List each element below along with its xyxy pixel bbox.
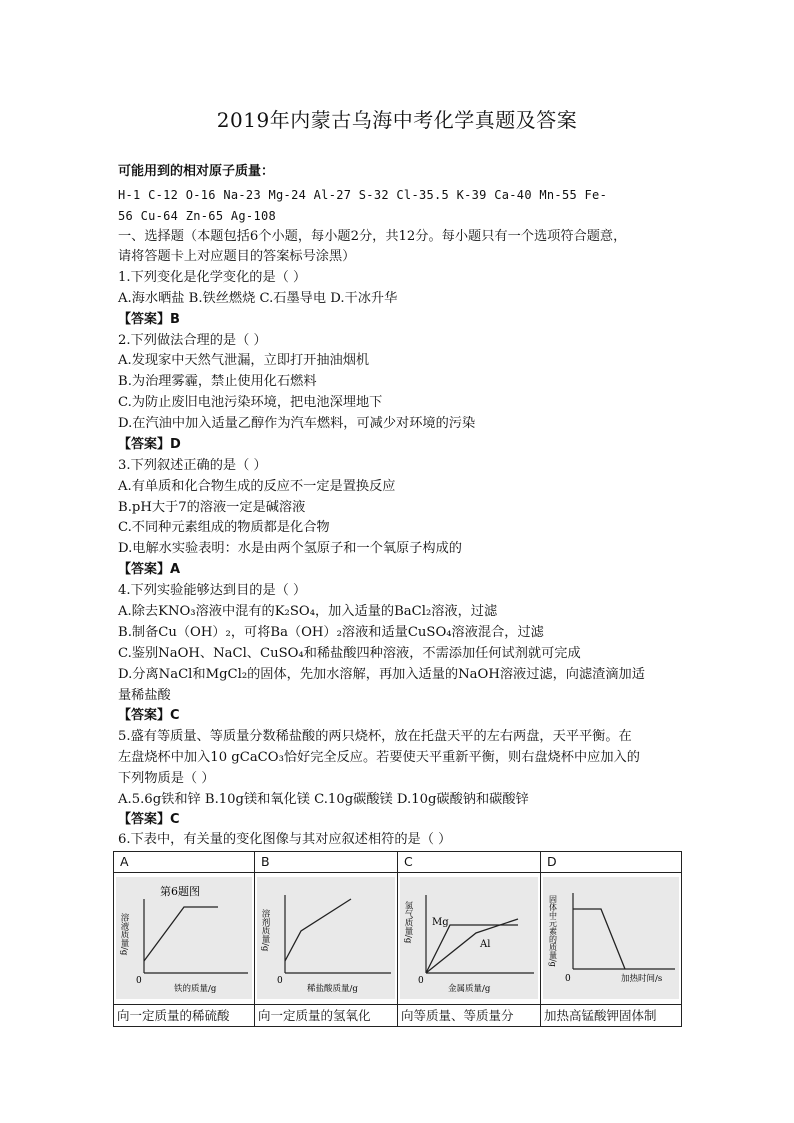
graph-d <box>541 873 681 1001</box>
atomic-mass-line: 56 Cu-64 Zn-65 Ag-108 <box>118 209 277 223</box>
graph-b-cell <box>255 873 398 1005</box>
question-option: 量稀盐酸 <box>118 688 171 703</box>
graph-b-origin: 0 <box>277 976 283 986</box>
answer-label: 【答案】C <box>118 708 180 723</box>
answer-label: 【答案】A <box>118 562 181 577</box>
question-option: C.不同种元素组成的物质都是化合物 <box>118 520 330 535</box>
question-options: A.5.6g铁和锌 B.10g镁和氧化镁 C.10g碳酸镁 D.10g碳酸钠和碳酸锌 <box>118 792 529 807</box>
question-option: D.电解水实验表明：水是由两个氢原子和一个氧原子构成的 <box>118 541 462 556</box>
question-option: B.pH大于7的溶液一定是碱溶液 <box>118 500 306 515</box>
question-stem: 5.盛有等质量、等质量分数稀盐酸的两只烧杯，放在托盘天平的左右两盘，天平平衡。在 <box>118 729 632 744</box>
graph-a <box>114 873 254 1001</box>
col-header-c: C <box>398 852 541 873</box>
question-option: B.制备Cu（OH）₂，可将Ba（OH）₂溶液和适量CuSO₄溶液混合，过滤 <box>118 625 544 640</box>
question-option: A.除去KNO₃溶液中混有的K₂SO₄，加入适量的BaCl₂溶液，过滤 <box>118 604 498 619</box>
section-instructions: 一、选择题（本题包括6个小题，每小题2分，共12分。每小题只有一个选项符合题意， <box>118 229 627 244</box>
graph-d-x-label: 加热时间/s <box>621 974 663 984</box>
graph-a-caption: 向一定质量的稀硫酸 <box>114 1005 255 1027</box>
graph-d-y-label: 固体中元素的质量/g <box>548 895 558 967</box>
question-option: A.有单质和化合物生成的反应不一定是置换反应 <box>118 479 396 494</box>
col-header-d: D <box>541 852 682 873</box>
question-stem: 下列物质是（ ） <box>118 771 215 786</box>
question-options: A.海水晒盐 B.铁丝燃烧 C.石墨导电 D.干冰升华 <box>118 291 398 306</box>
col-header-a: A <box>114 852 255 873</box>
question-option: A.发现家中天然气泄漏，立即打开抽油烟机 <box>118 353 370 368</box>
graph-c-cell <box>398 873 541 1005</box>
section-instructions: 请将答题卡上对应题目的答案标号涂黑） <box>118 249 356 264</box>
graph-c-series-mg: Mg <box>432 917 449 928</box>
page-title: 2019年内蒙古乌海中考化学真题及答案 <box>216 108 578 132</box>
graph-c-y-label: 氢气质量/g <box>403 901 413 944</box>
question-option: D.分离NaCl和MgCl₂的固体，先加水溶解，再加入适量的NaOH溶液过滤，向滤渣滴加适 <box>118 667 645 682</box>
question-option: D.在汽油中加入适量乙醇作为汽车燃料，可减少对环境的污染 <box>118 416 476 431</box>
graph-c-origin: 0 <box>418 976 424 986</box>
answer-label: 【答案】C <box>118 812 180 827</box>
graph-a-origin: 0 <box>136 976 142 986</box>
graph-c-x-label: 金属质量/g <box>448 984 491 994</box>
graph-b-y-label: 溶剂质量/g <box>260 909 270 952</box>
question-stem: 3.下列叙述正确的是（ ） <box>118 458 267 473</box>
question-option: C.鉴别NaOH、NaCl、CuSO₄和稀盐酸四种溶液，不需添加任何试剂就可完成 <box>118 646 581 661</box>
graph-a-y-label: 溶液质量/g <box>119 913 129 956</box>
graph-a-cell <box>114 873 255 1005</box>
question-stem: 左盘烧杯中加入10 gCaCO₃恰好完全反应。若要使天平重新平衡，则右盘烧杯中应加入的 <box>118 750 640 765</box>
graph-b-caption: 向一定质量的氢氧化 <box>255 1005 398 1027</box>
q6-table <box>113 851 682 1027</box>
graph-d-origin: 0 <box>565 974 571 984</box>
atomic-mass-heading: 可能用到的相对原子质量： <box>118 164 275 179</box>
graph-d-cell <box>541 873 682 1005</box>
question-option: B.为治理雾霾，禁止使用化石燃料 <box>118 374 317 389</box>
graph-d-caption: 加热高锰酸钾固体制 <box>541 1005 682 1027</box>
graph-c <box>398 873 540 1001</box>
answer-label: 【答案】B <box>118 312 180 327</box>
col-header-b: B <box>255 852 398 873</box>
question-option: C.为防止废旧电池污染环境，把电池深埋地下 <box>118 395 383 410</box>
question-stem: 4.下列实验能够达到目的是（ ） <box>118 583 307 598</box>
question-stem: 6.下表中，有关量的变化图像与其对应叙述相符的是（ ） <box>118 832 452 847</box>
graph-b <box>255 873 397 1001</box>
atomic-mass-line: H-1 C-12 O-16 Na-23 Mg-24 Al-27 S-32 Cl-35.5 K-39 Ca-40 Mn-55 Fe- <box>118 188 608 202</box>
graph-a-label: 第6题图 <box>160 885 200 898</box>
question-stem: 1.下列变化是化学变化的是（ ） <box>118 270 307 285</box>
graph-c-series-al: Al <box>480 939 491 950</box>
graph-c-caption: 向等质量、等质量分 <box>398 1005 541 1027</box>
graph-a-x-label: 铁的质量/g <box>174 984 217 994</box>
answer-label: 【答案】D <box>118 437 181 452</box>
graph-b-x-label: 稀盐酸质量/g <box>307 984 358 994</box>
question-stem: 2.下列做法合理的是（ ） <box>118 333 267 348</box>
